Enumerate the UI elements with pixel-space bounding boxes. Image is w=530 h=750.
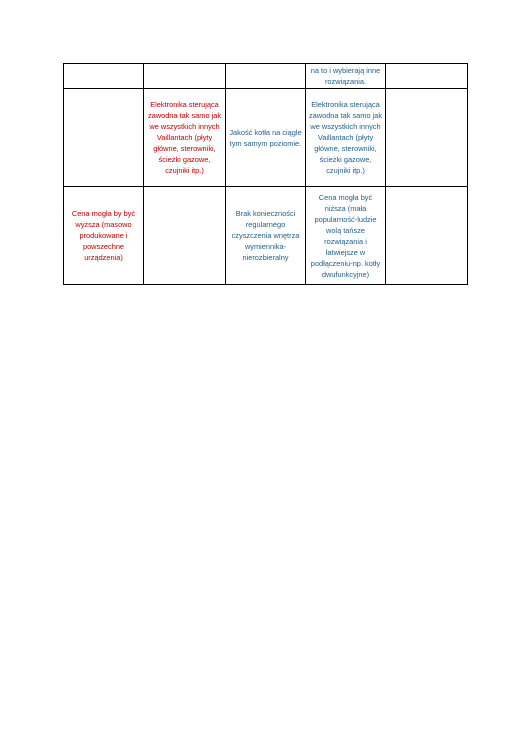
cell-text: Elektronika sterująca zawodna tak samo jak we wszystkich innych Vaillantach (płyty główne, sterowniki, ścieżki gazowe, czujniki itp.) <box>308 100 383 175</box>
cell-text: Cena mogła by być wyższa (masowo produkowane i powszechne urządzenia) <box>71 209 136 262</box>
table-cell <box>144 187 226 285</box>
table-cell <box>306 89 386 187</box>
table-cell <box>306 64 386 89</box>
cell-text: Elektronika sterująca zawodna tak samo jak we wszystkich innych Vaillantach (płyty główne, sterowniki, ścieżki gazowe, czujniki itp.) <box>147 100 222 175</box>
table-cell <box>386 89 468 187</box>
cell-text: na to i wybierają inne rozwiązania. <box>310 66 381 86</box>
table-cell <box>226 64 306 89</box>
table-cell <box>226 89 306 187</box>
table-cell <box>64 187 144 285</box>
table-cell <box>144 64 226 89</box>
cell-text: Cena mogła być niższa (mała popularność-ludzie wolą tańsze rozwiązania i łatwiejsze w podłączeniu-np. kotły dwufunkcyjne) <box>310 192 381 279</box>
table-cell <box>386 64 468 89</box>
table-cell <box>64 89 144 187</box>
table-cell <box>306 187 386 285</box>
table-row <box>64 89 468 187</box>
cell-text: Brak konieczności regularnego czyszczenia wnętrza wymiennika-nierozbieralny <box>231 209 300 262</box>
comparison-table <box>63 63 468 285</box>
cell-text: Jakość kotła na ciągle tym samym poziomie. <box>229 127 302 148</box>
table-row <box>64 187 468 285</box>
table-cell <box>386 187 468 285</box>
table-row <box>64 64 468 89</box>
table-cell <box>64 64 144 89</box>
table-cell <box>226 187 306 285</box>
table-cell <box>144 89 226 187</box>
